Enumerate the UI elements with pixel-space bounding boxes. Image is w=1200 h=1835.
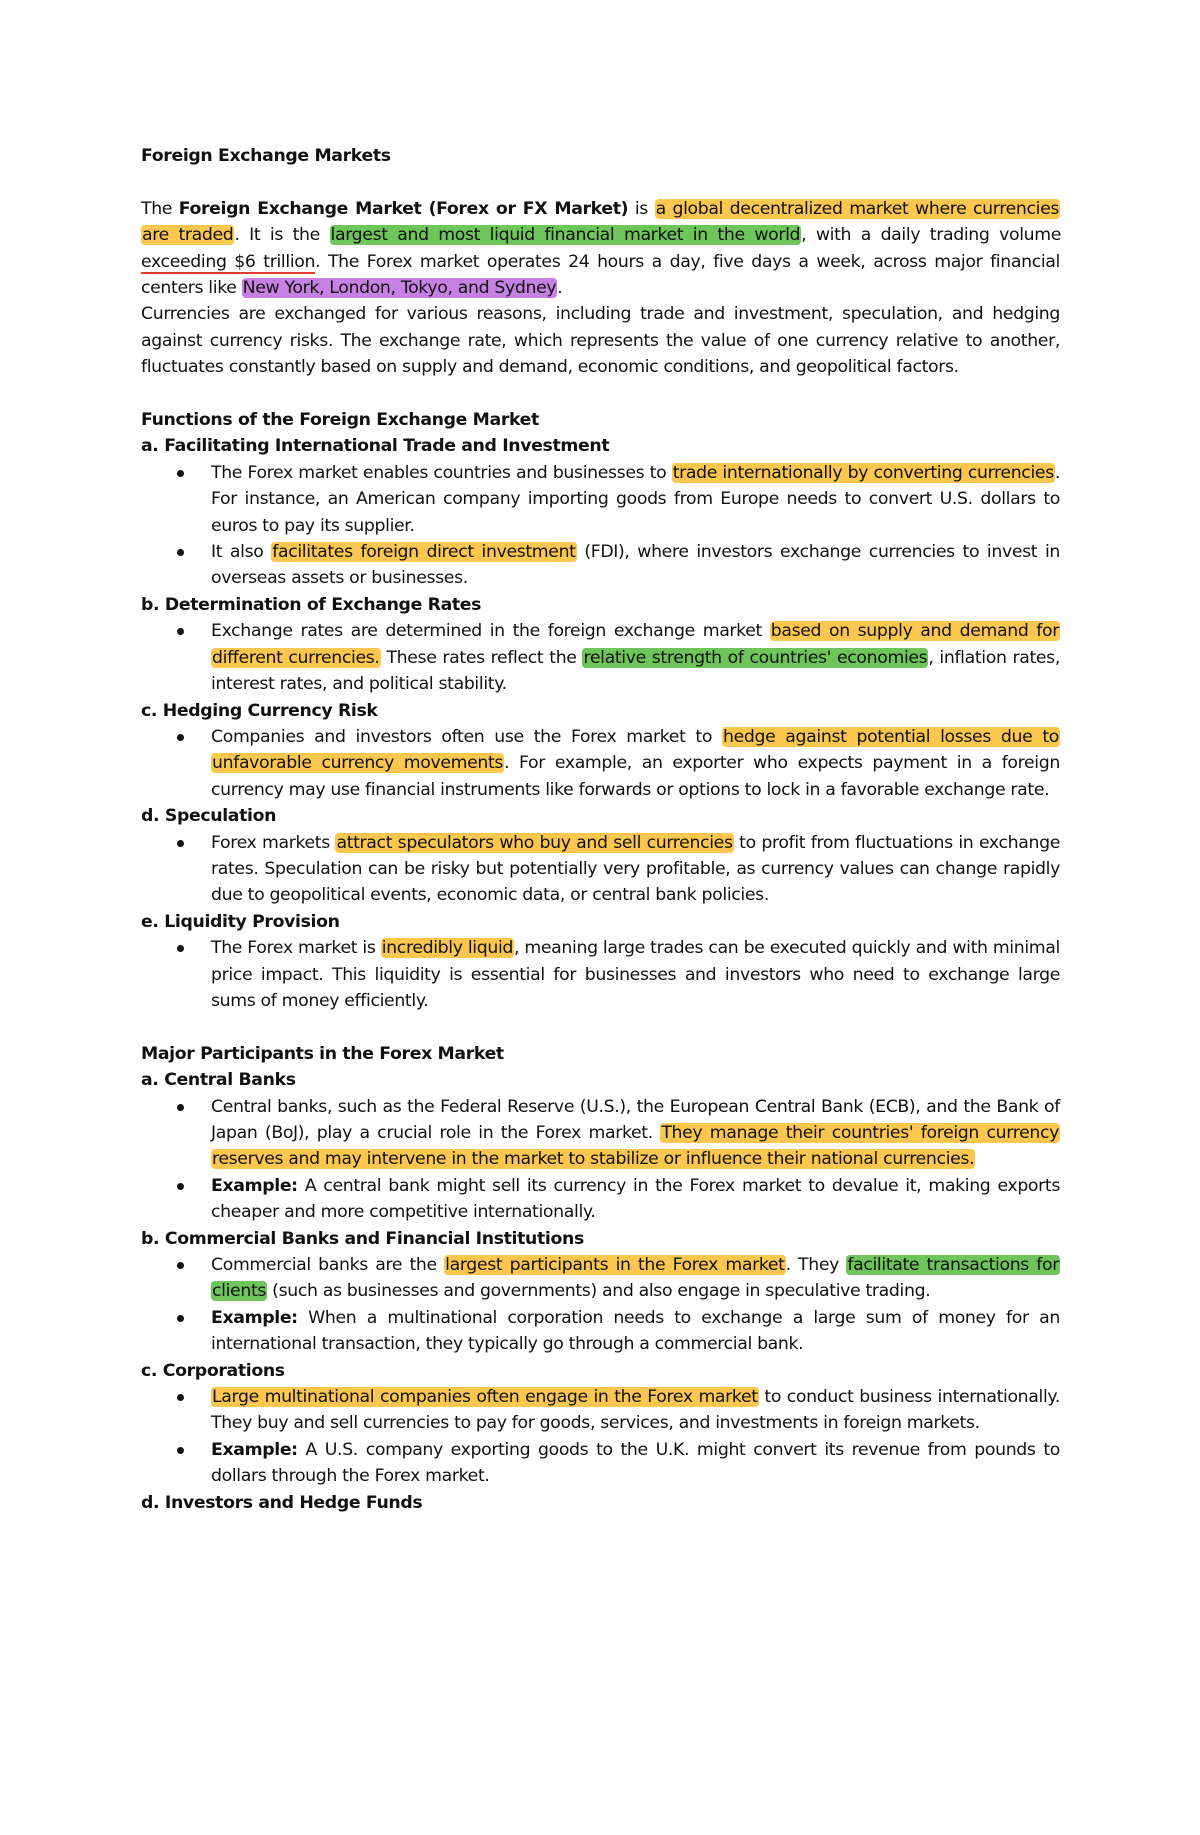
- highlight-orange: hedge against potential losses due to unfavorable currency movements: [212, 726, 1059, 774]
- list-item: [211, 618, 1060, 697]
- highlight-orange: They manage their countries' foreign currency reserves and may intervene in the market to stabilize or influence their national currencies.: [212, 1122, 1060, 1170]
- underline-red: exceeding $6 trillion: [141, 251, 316, 272]
- document-title: Foreign Exchange Markets: [141, 146, 391, 166]
- intro-text: is: [628, 198, 655, 219]
- bullet-text: Commercial banks are the: [211, 1255, 445, 1276]
- bullet-list: [141, 935, 1060, 1014]
- intro-text: . It is the: [234, 225, 330, 246]
- bullet-text: A U.S. company exporting goods to the U.K. might convert its revenue from pounds to dollars through the Forex market.: [211, 1439, 1060, 1487]
- highlight-orange: trade internationally by converting currencies: [672, 462, 1054, 483]
- example-label: Example:: [211, 1439, 298, 1460]
- intro-term-bold: Foreign Exchange Market (Forex or FX Market): [178, 198, 629, 219]
- list-item: [211, 1094, 1060, 1173]
- subheading-speculation: d. Speculation: [141, 806, 277, 827]
- intro-paragraph: [141, 196, 1060, 302]
- bullet-text: The Forex market is: [211, 938, 381, 959]
- subheading-trade-investment: a. Facilitating International Trade and Investment: [141, 436, 610, 457]
- subheading-corporations: c. Corporations: [141, 1360, 285, 1381]
- document-body: [141, 143, 1060, 1516]
- bullet-text: It also: [211, 542, 272, 563]
- highlight-green: facilitate transactions for clients: [212, 1255, 1059, 1302]
- subheading-exchange-rates: b. Determination of Exchange Rates: [141, 594, 482, 615]
- list-item: [211, 1437, 1060, 1490]
- subheading-liquidity: e. Liquidity Provision: [141, 911, 340, 932]
- highlight-orange: facilitates foreign direct investment: [272, 542, 576, 563]
- highlight-orange: Large multinational companies often engage in the Forex market: [212, 1387, 758, 1408]
- section-heading-functions: Functions of the Foreign Exchange Market: [141, 410, 539, 431]
- intro-paragraph-2: Currencies are exchanged for various reasons, including trade and investment, speculation, and hedging against currency risks. The exchange rate, which represents the value of one currency relative to another, fluctuates constantly based on supply and demand, economic conditions, and geopolitical factors.: [141, 304, 1060, 378]
- bullet-text: Forex markets: [211, 832, 336, 853]
- example-label: Example:: [211, 1307, 298, 1328]
- highlight-green: relative strength of countries' economies: [583, 647, 928, 668]
- bullet-list: [141, 460, 1060, 592]
- bullet-text: , inflation rates, interest rates, and political stability.: [211, 647, 1060, 695]
- list-item: [211, 1384, 1060, 1437]
- bullet-list: [141, 830, 1060, 909]
- list-item: [211, 539, 1060, 592]
- list-item: [211, 935, 1060, 1014]
- highlight-green: largest and most liquid financial market in the world: [330, 225, 801, 246]
- list-item: [211, 1173, 1060, 1226]
- bullet-text: . For instance, an American company importing goods from Europe needs to convert U.S. dollars to euros to pay its supplier.: [211, 462, 1061, 536]
- highlight-purple: New York, London, Tokyo, and Sydney: [242, 278, 557, 299]
- bullet-text: Companies and investors often use the Forex market to: [211, 726, 722, 747]
- highlight-orange: attract speculators who buy and sell currencies: [336, 832, 733, 853]
- section-heading-participants: Major Participants in the Forex Market: [141, 1043, 504, 1064]
- intro-text: , with a daily trading volume: [801, 225, 1062, 246]
- list-item: [211, 724, 1060, 803]
- bullet-text: to profit from fluctuations in exchange rates. Speculation can be risky but potentially very profitable, as currency values can change rapidly due to geopolitical events, economic data, or central bank policies.: [211, 832, 1060, 906]
- bullet-text: Central banks, such as the Federal Reserve (U.S.), the European Central Bank (ECB), and the Bank of Japan (BoJ), play a crucial role in the Forex market.: [211, 1096, 1060, 1143]
- subheading-investors-hedge-funds: d. Investors and Hedge Funds: [141, 1492, 423, 1513]
- bullet-text: . For example, an exporter who expects payment in a foreign currency may use financial instruments like forwards or options to lock in a favorable exchange rate.: [211, 753, 1060, 800]
- bullet-text: (such as businesses and governments) and also engage in speculative trading.: [267, 1281, 931, 1302]
- example-label: Example:: [211, 1175, 298, 1196]
- highlight-orange: a global decentralized market where currencies are traded: [142, 198, 1060, 246]
- bullet-list: [141, 1384, 1060, 1490]
- subheading-commercial-banks: b. Commercial Banks and Financial Institutions: [141, 1228, 584, 1249]
- bullet-list: [141, 618, 1060, 697]
- bullet-list: [141, 724, 1060, 803]
- bullet-text: When a multinational corporation needs to exchange a large sum of money for an international transaction, they typically go through a commercial bank.: [211, 1307, 1060, 1355]
- highlight-orange: incredibly liquid: [381, 938, 514, 959]
- list-item: [211, 830, 1060, 909]
- subheading-hedging: c. Hedging Currency Risk: [141, 700, 378, 721]
- highlight-orange: based on supply and demand for different currencies.: [212, 621, 1059, 668]
- list-item: [211, 1305, 1060, 1358]
- bullet-text: (FDI), where investors exchange currencies to invest in overseas assets or businesses.: [211, 542, 1060, 589]
- intro-text: .: [557, 278, 563, 299]
- list-item: [211, 460, 1060, 539]
- intro-text: The: [141, 198, 179, 219]
- highlight-orange: largest participants in the Forex market: [445, 1255, 785, 1276]
- subheading-central-banks: a. Central Banks: [141, 1070, 296, 1091]
- bullet-list: [141, 1094, 1060, 1226]
- bullet-text: to conduct business internationally. They buy and sell currencies to pay for goods, services, and investments in foreign markets.: [211, 1387, 1060, 1434]
- bullet-text: Exchange rates are determined in the foreign exchange market: [211, 621, 770, 642]
- bullet-text: . They: [785, 1255, 847, 1276]
- intro-text: . The Forex market operates 24 hours a day, five days a week, across major financial centers like: [141, 251, 1060, 299]
- bullet-text: These rates reflect the: [380, 647, 583, 668]
- list-item: [211, 1252, 1060, 1305]
- bullet-list: [141, 1252, 1060, 1358]
- bullet-text: A central bank might sell its currency in the Forex market to devalue it, making exports cheaper and more competitive internationally.: [211, 1175, 1060, 1223]
- bullet-text: , meaning large trades can be executed quickly and with minimal price impact. This liquidity is essential for businesses and investors who need to exchange large sums of money efficiently.: [211, 938, 1060, 1011]
- bullet-text: The Forex market enables countries and businesses to: [211, 462, 672, 483]
